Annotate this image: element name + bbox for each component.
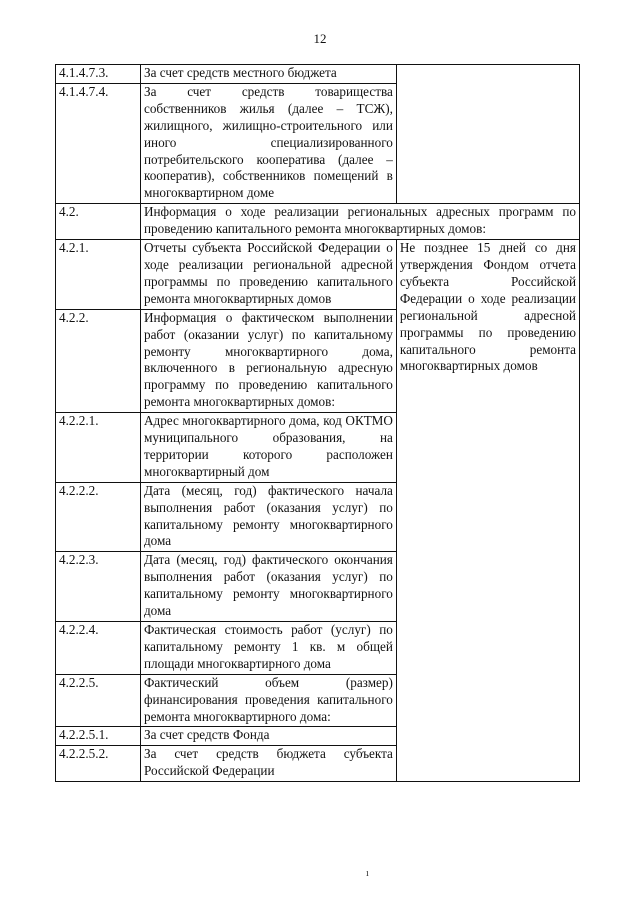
item-text: Отчеты субъекта Российской Федерации о ходе реализации региональной адресной программы по проведению капитального ремонта многоквартирных домов <box>140 240 396 310</box>
item-text: За счет средств Фонда <box>140 727 396 746</box>
item-number: 4.1.4.7.4. <box>56 83 141 203</box>
table-row <box>56 240 580 310</box>
item-text: Адрес многоквартирного дома, код ОКТМО муниципального образования, на территории которого расположен многоквартирный дом <box>140 413 396 483</box>
item-number: 4.1.4.7.3. <box>56 65 141 84</box>
footer-mark: ı <box>366 868 369 879</box>
item-text: За счет средств местного бюджета <box>140 65 396 84</box>
item-text: За счет средств бюджета субъекта Российской Федерации <box>140 746 396 782</box>
item-number: 4.2.2.5.1. <box>56 727 141 746</box>
item-number: 4.2.2. <box>56 309 141 412</box>
table-row <box>56 204 580 240</box>
item-number: 4.2.2.5. <box>56 674 141 727</box>
item-text: Информация о фактическом выполнении работ (оказании услуг) по капитальному ремонту многоквартирного дома, включенного в региональную адресную программу по проведению капитального ремонта многоквартирных домов: <box>140 309 396 412</box>
section-number: 4.2. <box>56 204 141 240</box>
section-heading: Информация о ходе реализации региональных адресных программ по проведению капитального ремонта многоквартирных домов: <box>140 204 579 240</box>
item-text: Фактический объем (размер) финансирования проведения капитального ремонта многоквартирного дома: <box>140 674 396 727</box>
item-number: 4.2.2.3. <box>56 552 141 622</box>
item-text: Фактическая стоимость работ (услуг) по капитальному ремонту 1 кв. м общей площади многоквартирного дома <box>140 622 396 675</box>
table-row <box>56 65 580 84</box>
requirements-table <box>55 64 580 782</box>
item-number: 4.2.2.5.2. <box>56 746 141 782</box>
item-text: Дата (месяц, год) фактического начала выполнения работ (оказания услуг) по капитальному ремонту многоквартирного дома <box>140 482 396 552</box>
deadline-text: Не позднее 15 дней со дня утверждения Фондом отчета субъекта Российской Федерации о ходе реализации региональной адресной программы по проведению капитального ремонта многоквартирных домов <box>396 240 579 782</box>
deadline-cell-empty <box>396 65 579 204</box>
item-number: 4.2.1. <box>56 240 141 310</box>
item-text: Дата (месяц, год) фактического окончания выполнения работ (оказания услуг) по капитальному ремонту многоквартирного дома <box>140 552 396 622</box>
item-number: 4.2.2.4. <box>56 622 141 675</box>
item-number: 4.2.2.2. <box>56 482 141 552</box>
page-number: 12 <box>313 31 327 46</box>
item-number: 4.2.2.1. <box>56 413 141 483</box>
item-text: За счет средств товарищества собственников жилья (далее – ТСЖ), жилищного, жилищно-строительного или иного специализированного потребительского кооператива (далее – кооператив), собственников помещений в многоквартирном доме <box>140 83 396 203</box>
